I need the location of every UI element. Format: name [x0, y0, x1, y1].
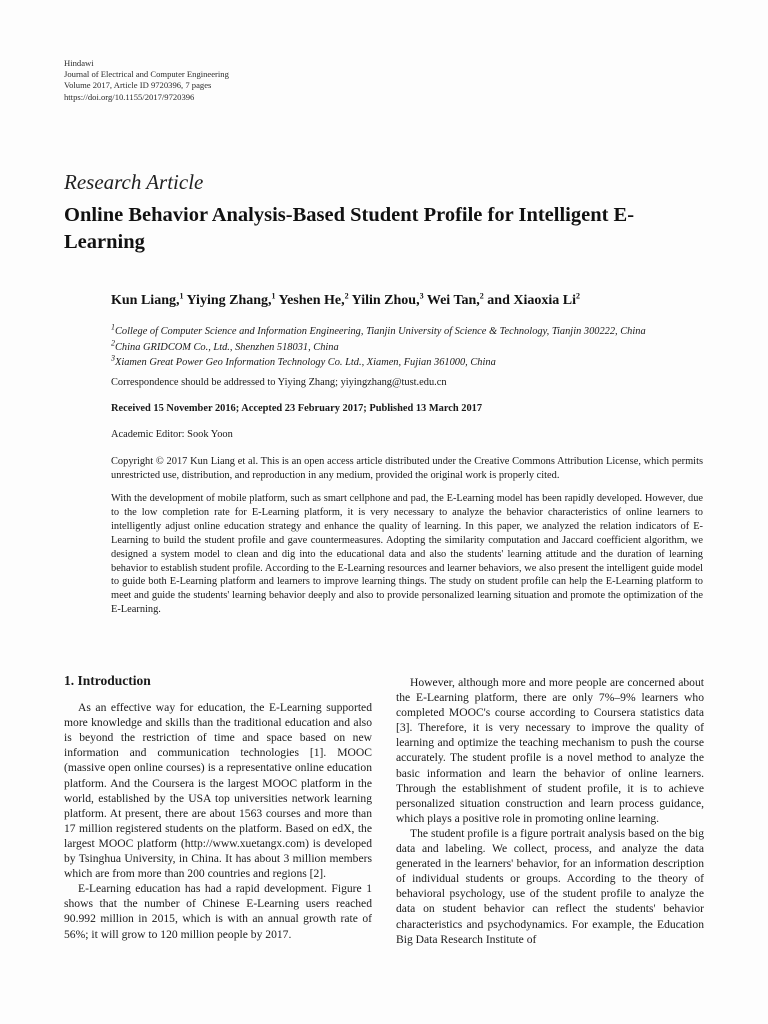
left-column — [64, 673, 372, 942]
volume-info: Volume 2017, Article ID 9720396, 7 pages — [64, 80, 212, 91]
academic-editor: Academic Editor: Sook Yoon — [111, 429, 233, 440]
affiliation: $^2$China GRIDCOM Co., Ltd., Shenzhen 518031, China — [111, 338, 339, 353]
section-heading: 1. Introduction — [64, 673, 151, 688]
paragraph: As an effective way for education, the E-Learning supported more knowledge and skills than the traditional education and also is beyond the restriction of time and space based on new information and communication technologies [1]. MOOC (massive open online courses) is a representative online education platform. And the Coursera is the largest MOOC platform in the world, established by the USA top universities network learning platform. At present, there are about 1563 courses and more than 17 million registered students on the platform. Based on edX, the largest MOOC platform (http://www.xuetangx.com) is developed by Tsinghua University, in China. It has about 3 million members which are from more than 200 countries and regions [2]. — [64, 701, 372, 881]
author: and Xiaoxia Li$^2$ — [487, 291, 580, 308]
doi-link[interactable]: https://doi.org/10.1155/2017/9720396 — [64, 91, 195, 102]
publisher-name: Hindawi — [64, 58, 94, 68]
paragraph: However, although more and more people are concerned about the E-Learning platform, there are only 7%–9% learners who completed MOOC's course according to Coursera statistics data [3]. Therefore, it is very necessary to improve the quality of learning and optimize the teaching mechanism to push the course accurately. The student profile is a novel method to analyze the basic information and learn the behavior of online learners. Through the establishment of student profile, it is to achieve personalized situation construction and learn process guidance, which plays a positive role in promoting online learning. — [396, 676, 704, 825]
affiliation: $^3$Xiamen Great Power Geo Information Technology Co. Ltd., Xiamen, Fujian 361000, China — [111, 353, 496, 368]
author-list — [111, 293, 580, 309]
publication-dates: Received 15 November 2016; Accepted 23 February 2017; Published 13 March 2017 — [111, 403, 483, 414]
affiliation: $^1$College of Computer Science and Information Engineering, Tianjin University of Science & Technology, Tianjin 300222, China — [111, 322, 646, 337]
affiliation-list — [111, 324, 646, 371]
author: Wei Tan,$^2$ — [426, 291, 484, 308]
article-type: Research Article — [64, 170, 204, 194]
paragraph: E-Learning education has had a rapid development. Figure 1 shows that the number of Chinese E-Learning users reached 90.992 million in 2015, which is with an annual growth rate of 56%; it will grow to 120 million people by 2017. — [64, 882, 372, 941]
author: Yiying Zhang,$^1$ — [186, 291, 276, 308]
right-column — [396, 675, 704, 947]
author: Yeshen He,$^2$ — [278, 291, 349, 308]
paragraph: The student profile is a figure portrait analysis based on the big data and labeling. We collect, process, and analyze the data generated in the learners' behavior, for an information description of individual students or groups. According to the theory of behavioral psychology, use of the student profile to analyze the data on student behavior can reflect the students' behavior characteristics and psychodynamics. For example, the Education Big Data Research Institute of — [396, 826, 704, 946]
author: Yilin Zhou,$^3$ — [351, 291, 424, 308]
copyright-notice: Copyright © 2017 Kun Liang et al. This is an open access article distributed under the Creative Commons Attribution License, which permits unrestricted use, distribution, and reproduction in any medium, provided the original work is properly cited. — [111, 456, 703, 481]
paper-title: Online Behavior Analysis-Based Student Profile for Intelligent E-Learning — [64, 204, 635, 253]
author: Kun Liang,$^1$ — [111, 291, 184, 308]
journal-header — [64, 58, 229, 103]
correspondence: Correspondence should be addressed to Yiying Zhang; yiyingzhang@tust.edu.cn — [111, 377, 447, 388]
journal-name: Journal of Electrical and Computer Engineering — [64, 69, 229, 80]
abstract: With the development of mobile platform, such as smart cellphone and pad, the E-Learning model has been rapidly developed. However, due to the low completion rate for E-Learning platform, it is very necessary to analyze the behavior characteristics of online learners to intelligently adjust online education strategy and enhance the quality of learning. In this paper, we analyzed the relation indicators of E-Learning to build the student profile and gave countermeasures. Adopting the similarity computation and Jaccard coefficient algorithm, we designed a system model to clean and dig into the educational data and also the students' learning attitude and the duration of learning behavior to establish student profile. According to the E-Learning resources and learner behaviors, we also present the intelligent guide model to guide both E-Learning platform and learners to improve learning things. The study on student profile can help the E-Learning platform to meet and guide the students' learning behavior deeply and also to provide personalized learning situation and promote the optimization of the E-Learning. — [111, 493, 703, 616]
